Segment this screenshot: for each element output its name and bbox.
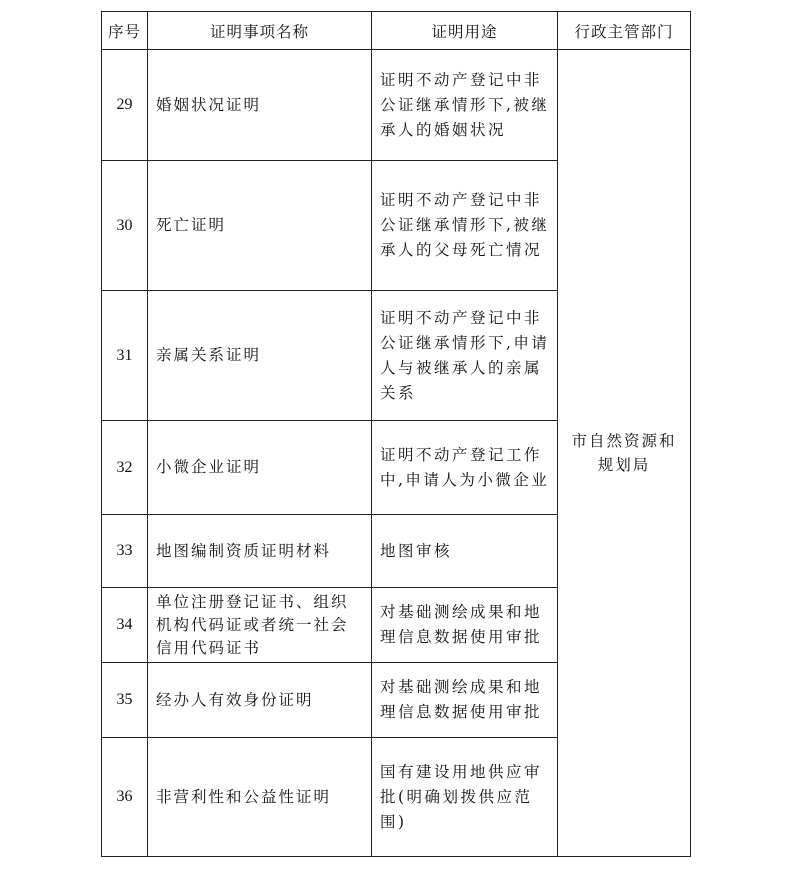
row-name: 单位注册登记证书、组织机构代码证或者统一社会信用代码证书 <box>148 588 372 663</box>
row-index: 29 <box>102 50 148 161</box>
header-name: 证明事项名称 <box>148 12 372 50</box>
certification-table <box>101 11 691 857</box>
header-dept: 行政主管部门 <box>558 12 691 50</box>
row-name: 亲属关系证明 <box>148 291 372 421</box>
row-index: 35 <box>102 663 148 738</box>
row-name: 地图编制资质证明材料 <box>148 515 372 588</box>
header-use: 证明用途 <box>372 12 558 50</box>
row-index: 30 <box>102 161 148 291</box>
row-use: 证明不动产登记工作中,申请人为小微企业 <box>372 421 558 515</box>
row-index: 33 <box>102 515 148 588</box>
row-name: 死亡证明 <box>148 161 372 291</box>
row-index: 31 <box>102 291 148 421</box>
row-use: 对基础测绘成果和地理信息数据使用审批 <box>372 588 558 663</box>
table-row <box>102 50 691 161</box>
row-index: 34 <box>102 588 148 663</box>
row-name: 婚姻状况证明 <box>148 50 372 161</box>
row-name: 经办人有效身份证明 <box>148 663 372 738</box>
row-name: 非营利性和公益性证明 <box>148 738 372 857</box>
row-use: 证明不动产登记中非公证继承情形下,被继承人的父母死亡情况 <box>372 161 558 291</box>
row-name: 小微企业证明 <box>148 421 372 515</box>
department-cell: 市自然资源和规划局 <box>558 50 691 857</box>
row-use: 证明不动产登记中非公证继承情形下,被继承人的婚姻状况 <box>372 50 558 161</box>
header-row <box>102 12 691 50</box>
row-use: 证明不动产登记中非公证继承情形下,申请人与被继承人的亲属关系 <box>372 291 558 421</box>
row-index: 32 <box>102 421 148 515</box>
row-use: 国有建设用地供应审批(明确划拨供应范围) <box>372 738 558 857</box>
row-use: 地图审核 <box>372 515 558 588</box>
header-index: 序号 <box>102 12 148 50</box>
row-use: 对基础测绘成果和地理信息数据使用审批 <box>372 663 558 738</box>
row-index: 36 <box>102 738 148 857</box>
